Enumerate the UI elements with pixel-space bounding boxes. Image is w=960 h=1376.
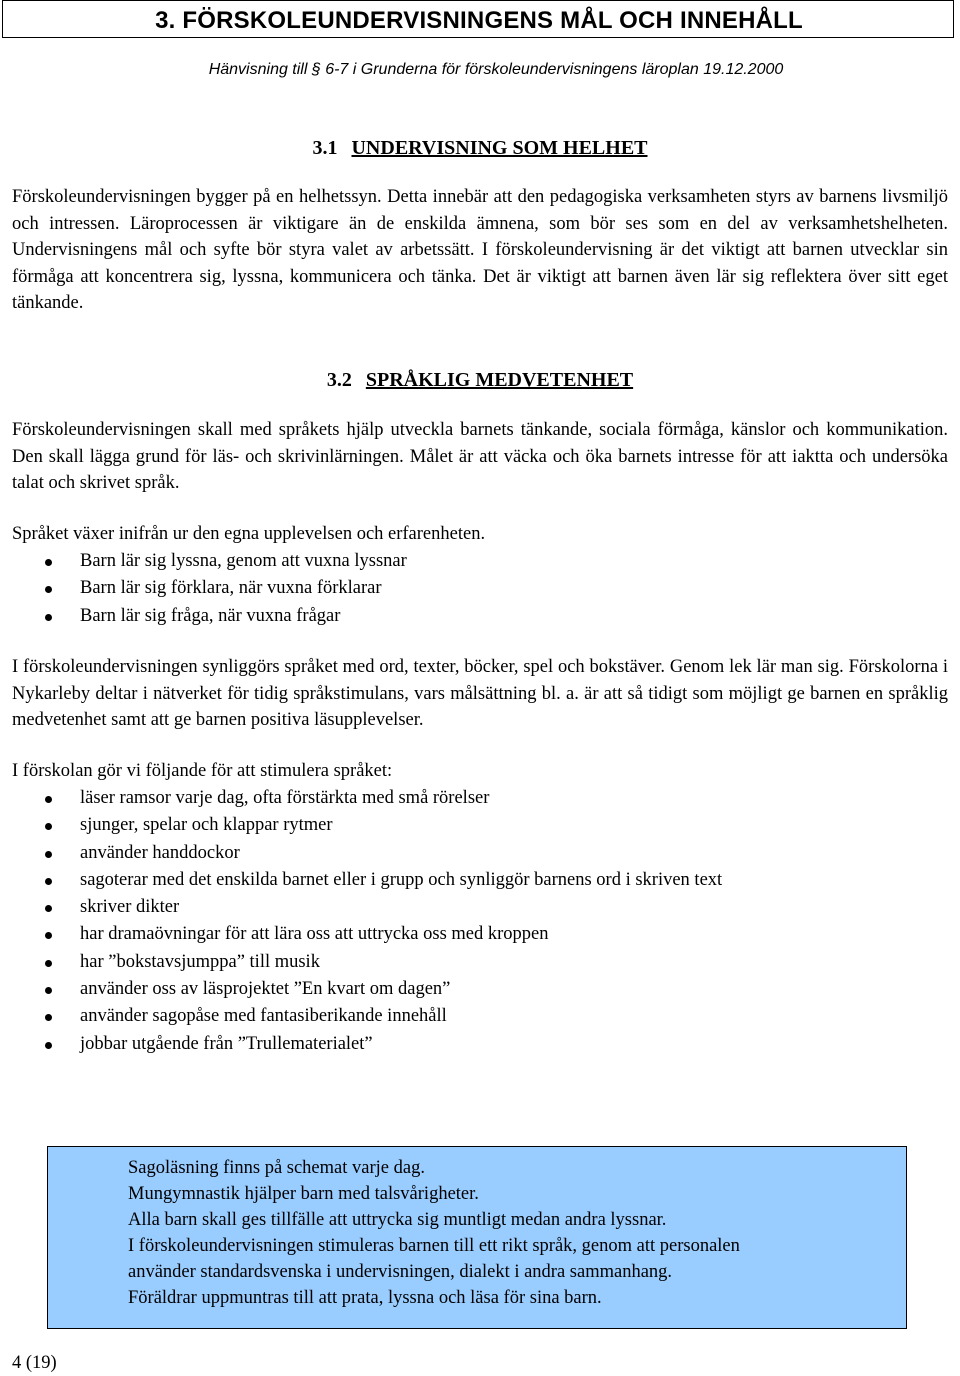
list-intro: I förskolan gör vi följande för att stimulera språket:	[12, 761, 393, 781]
list-item: läser ramsor varje dag, ofta förstärkta med små rörelser	[0, 785, 722, 812]
list-item: Barn lär sig lyssna, genom att vuxna lyssnar	[0, 548, 407, 575]
info-box-text	[128, 1155, 740, 1311]
intro-line: Språket växer inifrån ur den egna upplevelsen och erfarenheten.	[12, 524, 486, 544]
reference-subtitle: Hänvisning till § 6-7 i Grunderna för förskoleundervisningens läroplan 19.12.2000	[208, 61, 784, 78]
bullet-list-activities	[0, 785, 722, 1058]
list-item: använder oss av läsprojektet ”En kvart om dagen”	[0, 976, 722, 1003]
section-number: 3.1	[312, 137, 338, 159]
list-item: skriver dikter	[0, 894, 722, 921]
section-title: UNDERVISNING SOM HELHET	[351, 137, 648, 159]
section-title: SPRÅKLIG MEDVETENHET	[365, 369, 634, 391]
section-paragraph: I förskoleundervisningen synliggörs språket med ord, texter, böcker, spel och bokstäver. Genom lek lär man sig. Förskolorna i Nykarleby deltar i nätverket för tidig språkstimulans, vars målsättning bl. a. är att så tidigt som möjligt ge barnen en språklig medvetenhet samt att ge barnen positiva läsupplevelser.	[12, 657, 948, 730]
list-item: Barn lär sig fråga, när vuxna frågar	[0, 603, 407, 630]
info-line: Föräldrar uppmuntras till att prata, lyssna och läsa för sina barn.	[128, 1288, 602, 1308]
list-item: använder sagopåse med fantasiberikande innehåll	[0, 1003, 722, 1030]
info-line: Sagoläsning finns på schemat varje dag.	[128, 1158, 425, 1178]
chapter-title: 3. FÖRSKOLEUNDERVISNINGENS MÅL OCH INNEHÅLL	[155, 7, 803, 34]
list-item: har ”bokstavsjumppa” till musik	[0, 949, 722, 976]
info-line: I förskoleundervisningen stimuleras barnen till ett rikt språk, genom att personalen	[128, 1236, 740, 1256]
info-line: använder standardsvenska i undervisningen, dialekt i andra sammanhang.	[128, 1262, 673, 1282]
section-paragraph: Förskoleundervisningen skall med språkets hjälp utveckla barnets tänkande, sociala förmåga, känslor och kommunikation. Den skall lägga grund för läs- och skrivinlärningen. Målet är att väcka och öka barnets intresse för att iaktta och undersöka talat och skrivet språk.	[12, 420, 948, 493]
section-heading-3-1	[0, 136, 960, 160]
info-line: Alla barn skall ges tillfälle att uttrycka sig muntligt medan andra lyssnar.	[128, 1210, 667, 1230]
list-item: har dramaövningar för att lära oss att uttrycka oss med kroppen	[0, 921, 722, 948]
info-box	[47, 1146, 907, 1329]
list-item: använder handdockor	[0, 840, 722, 867]
chapter-header-box	[2, 0, 954, 38]
section-number: 3.2	[326, 369, 352, 391]
list-item: Barn lär sig förklara, när vuxna förklarar	[0, 575, 407, 602]
info-line: Mungymnastik hjälper barn med talsvårigheter.	[128, 1184, 479, 1204]
list-item: sjunger, spelar och klappar rytmer	[0, 812, 722, 839]
list-item: sagoterar med det enskilda barnet eller i grupp och synliggör barnens ord i skriven text	[0, 867, 722, 894]
bullet-list-learning	[0, 548, 407, 630]
section-paragraph: Förskoleundervisningen bygger på en helhetssyn. Detta innebär att den pedagogiska verksamheten styrs av barnens livsmiljö och intressen. Läroprocessen är viktigare än de enskilda ämnena, som bör ses som en del av verksamhetshelheten. Undervisningens mål och syfte bör styra valet av arbetssätt. I förskoleundervisning är det viktigt att barnen utvecklar sin förmåga att koncentrera sig, lyssna, kommunicera och tänka. Det är viktigt att barnen även lär sig reflektera över sitt eget tänkande.	[12, 187, 948, 313]
list-item: jobbar utgående från ”Trullematerialet”	[0, 1031, 722, 1058]
page-number: 4 (19)	[12, 1353, 57, 1373]
section-heading-3-2	[0, 368, 960, 392]
